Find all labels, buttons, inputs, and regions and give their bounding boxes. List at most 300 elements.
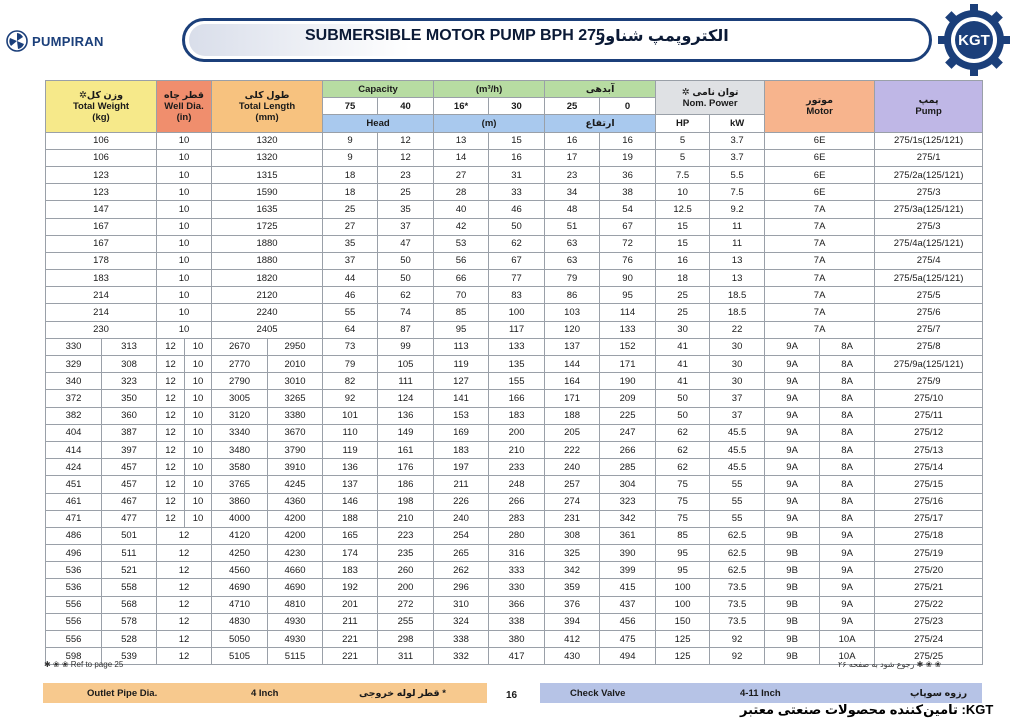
table-row [46, 579, 983, 596]
flow-value: 30 [489, 98, 545, 115]
motor-cell: 9A [765, 441, 820, 458]
well-dia-cell: 12 [157, 613, 212, 630]
head-cell: 200 [378, 579, 434, 596]
total-weight-cell: 360 [102, 407, 157, 424]
head-cell: 66 [434, 270, 489, 287]
table-row [46, 321, 983, 338]
power-kw-cell: 92 [710, 631, 765, 648]
head-cell: 153 [434, 407, 489, 424]
well-dia-cell: 10 [185, 373, 212, 390]
total-weight-cell: 214 [46, 287, 157, 304]
total-length-cell: 4360 [268, 493, 323, 510]
head-cell: 166 [489, 390, 545, 407]
total-length-cell: 4200 [268, 527, 323, 544]
head-cell: 248 [489, 476, 545, 493]
pump-model-cell: 275/20 [875, 562, 983, 579]
well-dia-cell: 10 [185, 476, 212, 493]
page-header [0, 0, 1024, 76]
power-hp-cell: 5 [656, 132, 710, 149]
table-row [46, 441, 983, 458]
table-row [46, 459, 983, 476]
head-cell: 23 [545, 166, 600, 183]
motor-cell: 9A [765, 493, 820, 510]
head-cell: 211 [323, 613, 378, 630]
head-cell: 161 [378, 441, 434, 458]
total-length-cell: 1880 [212, 252, 323, 269]
head-cell: 9 [323, 132, 378, 149]
motor-cell: 9A [820, 545, 875, 562]
total-length-cell: 2010 [268, 356, 323, 373]
head-cell: 48 [545, 201, 600, 218]
check-valve-value: 4-11 Inch [740, 687, 781, 699]
power-kw-cell: 62.5 [710, 527, 765, 544]
motor-cell: 9B [765, 579, 820, 596]
total-length-cell: 3340 [212, 424, 268, 441]
pump-model-cell: 275/9 [875, 373, 983, 390]
head-cell: 171 [600, 356, 656, 373]
motor-cell: 8A [820, 338, 875, 355]
total-weight-cell: 536 [46, 562, 102, 579]
head-cell: 149 [378, 424, 434, 441]
head-cell: 14 [434, 149, 489, 166]
head-cell: 338 [489, 613, 545, 630]
head-cell: 15 [489, 132, 545, 149]
head-cell: 141 [434, 390, 489, 407]
motor-cell: 7A [765, 252, 875, 269]
kgt-logo-text: KGT [958, 32, 990, 49]
head-cell: 190 [600, 373, 656, 390]
power-kw-cell: 92 [710, 648, 765, 665]
head-cell: 119 [434, 356, 489, 373]
motor-cell: 7A [765, 304, 875, 321]
well-dia-cell: 10 [185, 510, 212, 527]
total-weight-cell: 382 [46, 407, 102, 424]
total-weight-cell: 313 [102, 338, 157, 355]
total-weight-cell: 323 [102, 373, 157, 390]
head-cell: 376 [545, 596, 600, 613]
power-hp-cell: 62 [656, 441, 710, 458]
total-weight-cell: 457 [102, 476, 157, 493]
well-dia-cell: 10 [157, 252, 212, 269]
total-weight-cell: 230 [46, 321, 157, 338]
total-length-cell: 1725 [212, 218, 323, 235]
motor-cell: 7A [765, 235, 875, 252]
outlet-pipe-label-fa: * قطر لوله خروجی [359, 687, 446, 699]
head-cell: 86 [545, 287, 600, 304]
col-well-dia: قطر چاه Well Dia. (in) [157, 81, 212, 133]
table-row [46, 476, 983, 493]
col-motor: موتور Motor [765, 81, 875, 133]
power-hp-cell: 25 [656, 304, 710, 321]
col-nom-power: ✲ توان نامی Nom. Power [656, 81, 765, 115]
power-kw-cell: 45.5 [710, 441, 765, 458]
power-hp-cell: 10 [656, 184, 710, 201]
head-cell: 380 [489, 631, 545, 648]
pump-model-cell: 275/11 [875, 407, 983, 424]
table-row [46, 596, 983, 613]
head-cell: 330 [489, 579, 545, 596]
head-cell: 257 [545, 476, 600, 493]
motor-cell: 7A [765, 321, 875, 338]
power-hp-cell: 75 [656, 476, 710, 493]
head-cell: 51 [545, 218, 600, 235]
head-cell: 308 [545, 527, 600, 544]
total-weight-cell: 106 [46, 132, 157, 149]
head-cell: 87 [378, 321, 434, 338]
head-cell: 83 [489, 287, 545, 304]
pump-model-cell: 275/15 [875, 476, 983, 493]
total-length-cell: 4250 [212, 545, 268, 562]
power-kw-cell: 5.5 [710, 166, 765, 183]
head-cell: 42 [434, 218, 489, 235]
head-cell: 390 [600, 545, 656, 562]
outlet-pipe-value: 4 Inch [251, 687, 279, 699]
well-dia-cell: 12 [157, 596, 212, 613]
head-cell: 183 [489, 407, 545, 424]
motor-cell: 9A [765, 390, 820, 407]
head-cell: 12 [378, 132, 434, 149]
total-weight-cell: 414 [46, 441, 102, 458]
pump-model-cell: 275/5 [875, 287, 983, 304]
head-cell: 144 [545, 356, 600, 373]
power-kw-cell: 62.5 [710, 545, 765, 562]
head-cell: 85 [434, 304, 489, 321]
total-weight-cell: 167 [46, 235, 157, 252]
page-title: SUBMERSIBLE MOTOR PUMP BPH 275 [305, 27, 605, 44]
power-hp-cell: 125 [656, 648, 710, 665]
total-length-cell: 3860 [212, 493, 268, 510]
head-cell: 53 [434, 235, 489, 252]
total-weight-cell: 457 [102, 459, 157, 476]
head-cell: 342 [545, 562, 600, 579]
head-cell: 105 [378, 356, 434, 373]
head-cell: 137 [545, 338, 600, 355]
total-weight-cell: 501 [102, 527, 157, 544]
head-cell: 304 [600, 476, 656, 493]
total-length-cell: 4930 [268, 631, 323, 648]
well-dia-cell: 10 [185, 338, 212, 355]
head-cell: 361 [600, 527, 656, 544]
power-kw-cell: 37 [710, 407, 765, 424]
head-cell: 135 [489, 356, 545, 373]
total-length-cell: 1320 [212, 149, 323, 166]
well-dia-cell: 10 [157, 132, 212, 149]
pump-model-cell: 275/7 [875, 321, 983, 338]
pump-model-cell: 275/12 [875, 424, 983, 441]
head-cell: 183 [434, 441, 489, 458]
head-cell: 54 [600, 201, 656, 218]
total-weight-cell: 372 [46, 390, 102, 407]
motor-cell: 9A [820, 596, 875, 613]
motor-cell: 7A [765, 287, 875, 304]
table-row [46, 218, 983, 235]
head-cell: 64 [323, 321, 378, 338]
total-length-cell: 4245 [268, 476, 323, 493]
well-dia-cell: 12 [157, 407, 185, 424]
head-cell: 37 [323, 252, 378, 269]
table-row [46, 631, 983, 648]
table-row [46, 252, 983, 269]
motor-cell: 9A [765, 373, 820, 390]
total-length-cell: 5115 [268, 648, 323, 665]
head-cell: 285 [600, 459, 656, 476]
head-cell: 136 [323, 459, 378, 476]
well-dia-cell: 10 [157, 321, 212, 338]
head-cell: 283 [489, 510, 545, 527]
power-hp-cell: 85 [656, 527, 710, 544]
head-cell: 95 [434, 321, 489, 338]
power-kw-cell: 73.5 [710, 596, 765, 613]
col-hp: HP [656, 115, 710, 132]
well-dia-cell: 10 [185, 356, 212, 373]
total-weight-cell: 387 [102, 424, 157, 441]
power-hp-cell: 95 [656, 545, 710, 562]
head-cell: 101 [323, 407, 378, 424]
head-cell: 233 [489, 459, 545, 476]
power-kw-cell: 18.5 [710, 287, 765, 304]
pump-model-cell: 275/8 [875, 338, 983, 355]
total-weight-cell: 106 [46, 149, 157, 166]
total-length-cell: 1315 [212, 166, 323, 183]
total-weight-cell: 556 [46, 631, 102, 648]
power-hp-cell: 50 [656, 390, 710, 407]
total-length-cell: 4930 [268, 613, 323, 630]
motor-cell: 8A [820, 510, 875, 527]
total-length-cell: 3005 [212, 390, 268, 407]
head-cell: 38 [600, 184, 656, 201]
head-cell: 226 [434, 493, 489, 510]
head-cell: 35 [378, 201, 434, 218]
head-cell: 103 [545, 304, 600, 321]
total-weight-cell: 471 [46, 510, 102, 527]
power-kw-cell: 55 [710, 510, 765, 527]
well-dia-cell: 12 [157, 356, 185, 373]
head-cell: 124 [378, 390, 434, 407]
power-kw-cell: 62.5 [710, 562, 765, 579]
total-weight-cell: 183 [46, 270, 157, 287]
total-weight-cell: 558 [102, 579, 157, 596]
head-cell: 324 [434, 613, 489, 630]
well-dia-cell: 12 [157, 459, 185, 476]
head-cell: 265 [434, 545, 489, 562]
head-cell: 475 [600, 631, 656, 648]
head-cell: 174 [323, 545, 378, 562]
head-cell: 62 [489, 235, 545, 252]
page-title-fa: الکتروپمپ شناور [596, 28, 729, 45]
power-kw-cell: 9.2 [710, 201, 765, 218]
pump-model-cell: 275/23 [875, 613, 983, 630]
motor-cell: 7A [765, 201, 875, 218]
pumpiran-logo [6, 30, 104, 52]
total-length-cell: 3910 [268, 459, 323, 476]
capacity-label-fa: آبدهی [545, 81, 656, 98]
flow-value: 25 [545, 98, 600, 115]
head-cell: 67 [600, 218, 656, 235]
head-cell: 127 [434, 373, 489, 390]
motor-cell: 9B [765, 648, 820, 665]
head-cell: 79 [545, 270, 600, 287]
power-kw-cell: 73.5 [710, 613, 765, 630]
pump-model-cell: 275/2a(125/121) [875, 166, 983, 183]
well-dia-cell: 12 [157, 476, 185, 493]
head-cell: 494 [600, 648, 656, 665]
head-cell: 171 [545, 390, 600, 407]
power-hp-cell: 41 [656, 373, 710, 390]
head-cell: 211 [434, 476, 489, 493]
head-cell: 62 [378, 287, 434, 304]
head-cell: 266 [600, 441, 656, 458]
head-cell: 146 [323, 493, 378, 510]
total-length-cell: 3380 [268, 407, 323, 424]
well-dia-cell: 12 [157, 338, 185, 355]
head-cell: 210 [489, 441, 545, 458]
table-row [46, 270, 983, 287]
head-cell: 27 [323, 218, 378, 235]
reference-note: ✱ ❀ ❀ Ref to page 25 [44, 660, 124, 669]
motor-cell: 8A [820, 476, 875, 493]
motor-cell: 9B [765, 527, 820, 544]
head-cell: 266 [489, 493, 545, 510]
head-cell: 200 [489, 424, 545, 441]
power-hp-cell: 125 [656, 631, 710, 648]
table-row [46, 338, 983, 355]
motor-cell: 8A [820, 390, 875, 407]
total-length-cell: 2770 [212, 356, 268, 373]
table-row [46, 390, 983, 407]
total-weight-cell: 350 [102, 390, 157, 407]
total-weight-cell: 397 [102, 441, 157, 458]
power-hp-cell: 41 [656, 338, 710, 355]
flow-value: 75 [323, 98, 378, 115]
table-row [46, 545, 983, 562]
head-cell: 23 [378, 166, 434, 183]
head-cell: 254 [434, 527, 489, 544]
head-cell: 310 [434, 596, 489, 613]
pump-model-cell: 275/3 [875, 184, 983, 201]
table-row [46, 510, 983, 527]
head-cell: 197 [434, 459, 489, 476]
motor-cell: 8A [820, 373, 875, 390]
motor-cell: 8A [820, 459, 875, 476]
total-length-cell: 4690 [212, 579, 268, 596]
head-cell: 37 [378, 218, 434, 235]
total-weight-cell: 451 [46, 476, 102, 493]
head-cell: 120 [545, 321, 600, 338]
power-hp-cell: 30 [656, 321, 710, 338]
power-hp-cell: 12.5 [656, 201, 710, 218]
head-cell: 456 [600, 613, 656, 630]
head-cell: 12 [378, 149, 434, 166]
pumpiran-fan-icon [6, 30, 28, 52]
well-dia-cell: 12 [157, 373, 185, 390]
head-cell: 394 [545, 613, 600, 630]
total-length-cell: 3670 [268, 424, 323, 441]
flow-value: 40 [378, 98, 434, 115]
head-cell: 399 [600, 562, 656, 579]
motor-cell: 9A [765, 424, 820, 441]
head-cell: 63 [545, 252, 600, 269]
well-dia-cell: 10 [185, 424, 212, 441]
col-total-length: طول کلی Total Length (mm) [212, 81, 323, 133]
head-cell: 44 [323, 270, 378, 287]
power-kw-cell: 30 [710, 338, 765, 355]
head-cell: 28 [434, 184, 489, 201]
head-cell: 325 [545, 545, 600, 562]
well-dia-cell: 12 [157, 493, 185, 510]
pump-model-cell: 275/4a(125/121) [875, 235, 983, 252]
head-cell: 201 [323, 596, 378, 613]
well-dia-cell: 10 [157, 235, 212, 252]
pump-model-cell: 275/1s(125/121) [875, 132, 983, 149]
pump-model-cell: 275/5a(125/121) [875, 270, 983, 287]
brand-name: PUMPIRAN [32, 33, 104, 49]
head-cell: 113 [434, 338, 489, 355]
well-dia-cell: 10 [157, 166, 212, 183]
head-cell: 223 [378, 527, 434, 544]
head-cell: 47 [378, 235, 434, 252]
pump-model-cell: 275/4 [875, 252, 983, 269]
table-row [46, 287, 983, 304]
head-cell: 164 [545, 373, 600, 390]
motor-cell: 9B [765, 562, 820, 579]
total-length-cell: 1820 [212, 270, 323, 287]
head-cell: 95 [600, 287, 656, 304]
check-valve-bar [540, 683, 982, 703]
power-hp-cell: 41 [656, 356, 710, 373]
power-hp-cell: 5 [656, 149, 710, 166]
total-weight-cell: 536 [46, 579, 102, 596]
head-cell: 188 [545, 407, 600, 424]
well-dia-cell: 10 [157, 184, 212, 201]
well-dia-cell: 12 [157, 545, 212, 562]
table-row [46, 304, 983, 321]
total-weight-cell: 147 [46, 201, 157, 218]
power-kw-cell: 11 [710, 235, 765, 252]
pump-model-cell: 275/3a(125/121) [875, 201, 983, 218]
col-kw: kW [710, 115, 765, 132]
total-length-cell: 4690 [268, 579, 323, 596]
total-weight-cell: 308 [102, 356, 157, 373]
well-dia-cell: 12 [157, 579, 212, 596]
well-dia-cell: 10 [185, 441, 212, 458]
pump-model-cell: 275/9a(125/121) [875, 356, 983, 373]
total-weight-cell: 556 [46, 613, 102, 630]
total-length-cell: 3580 [212, 459, 268, 476]
head-cell: 79 [323, 356, 378, 373]
head-cell: 136 [378, 407, 434, 424]
power-kw-cell: 73.5 [710, 579, 765, 596]
total-length-cell: 2950 [268, 338, 323, 355]
head-cell: 35 [323, 235, 378, 252]
head-cell: 19 [600, 149, 656, 166]
motor-cell: 9B [765, 631, 820, 648]
motor-cell: 9A [765, 338, 820, 355]
total-length-cell: 3265 [268, 390, 323, 407]
head-cell: 50 [378, 252, 434, 269]
head-cell: 240 [434, 510, 489, 527]
power-hp-cell: 18 [656, 270, 710, 287]
head-cell: 110 [323, 424, 378, 441]
outlet-pipe-bar [43, 683, 487, 703]
head-cell: 74 [378, 304, 434, 321]
power-kw-cell: 7.5 [710, 184, 765, 201]
power-kw-cell: 18.5 [710, 304, 765, 321]
total-weight-cell: 568 [102, 596, 157, 613]
well-dia-cell: 10 [157, 304, 212, 321]
motor-cell: 8A [820, 441, 875, 458]
head-cell: 17 [545, 149, 600, 166]
power-kw-cell: 13 [710, 252, 765, 269]
